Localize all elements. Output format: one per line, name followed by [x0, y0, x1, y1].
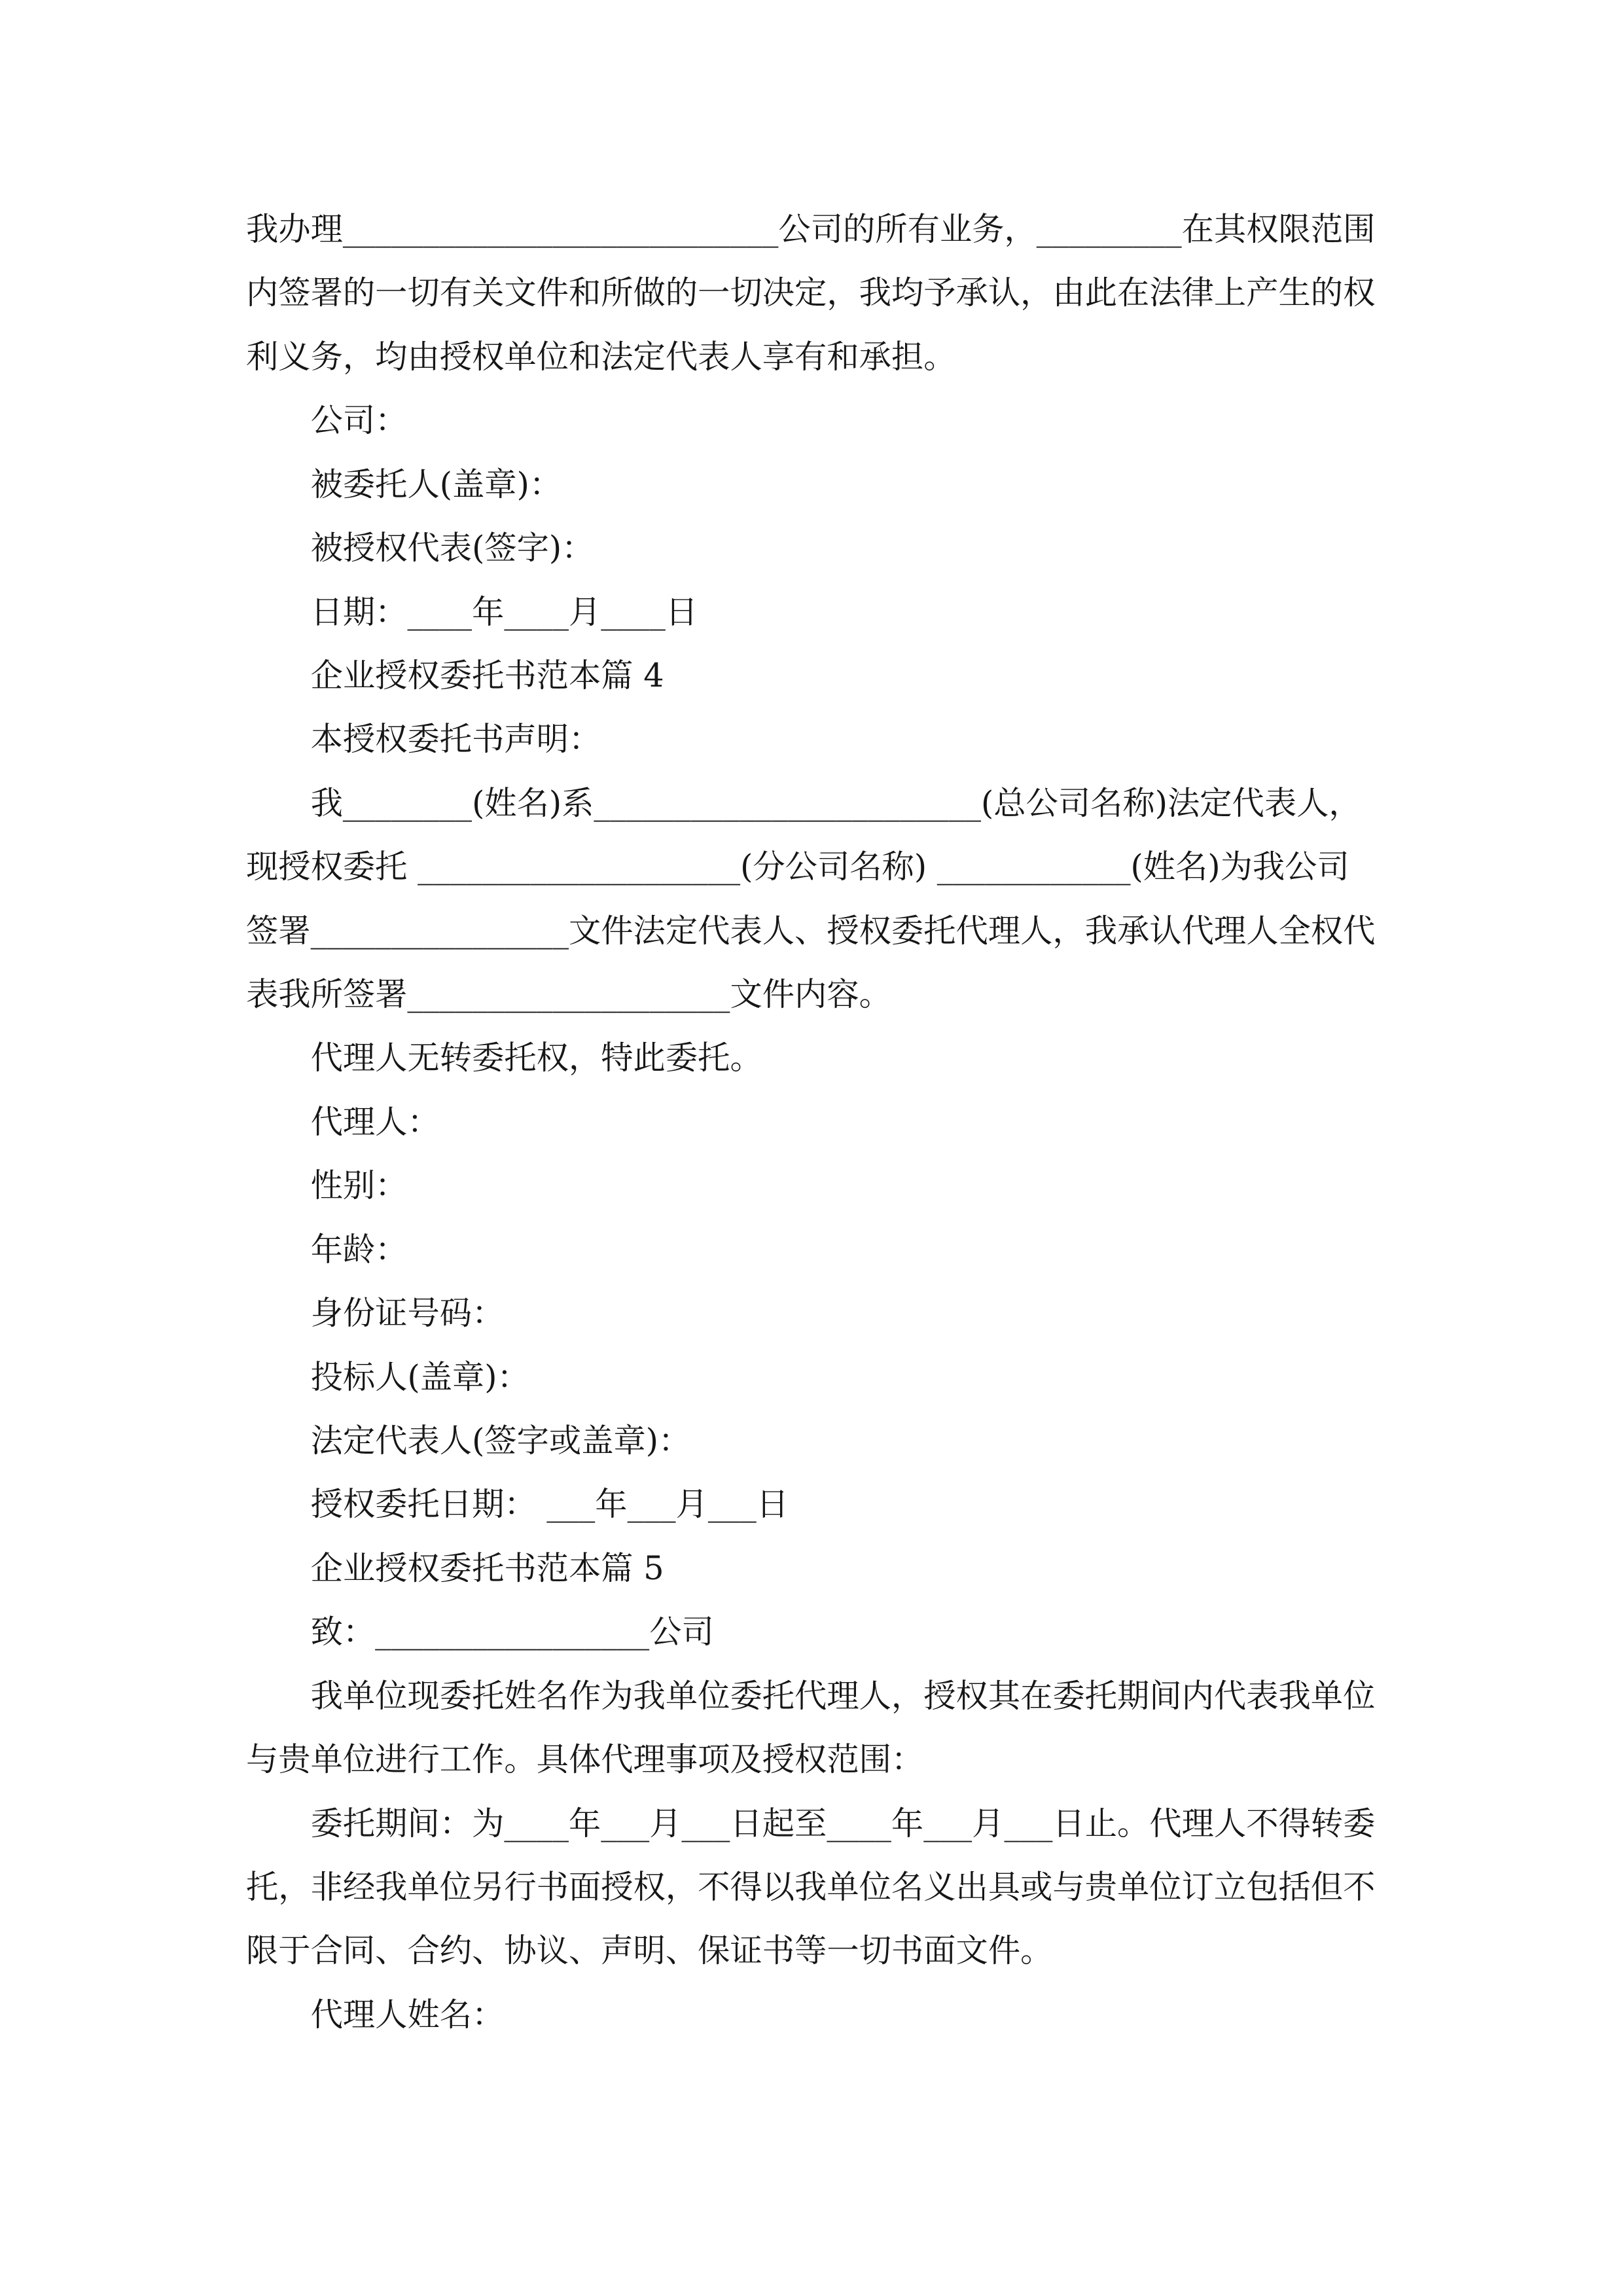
- bidder-seal-field: 投标人(盖章)：: [310, 1357, 529, 1396]
- statement-line-3: 签署________________文件法定代表人、授权委托代理人，我承认代理人全权代: [246, 911, 1376, 950]
- date-field: 日期：____年____月____日: [310, 592, 698, 631]
- document-body: [246, 198, 1376, 2047]
- gender-field: 性别：: [310, 1166, 408, 1205]
- authorization-paragraph-line-3: 利义务，均由授权单位和法定代表人享有和承担。: [246, 337, 956, 376]
- id-number-field: 身份证号码：: [310, 1294, 505, 1333]
- authorization-date-field: 授权委托日期： ___年___月___日: [310, 1485, 789, 1524]
- statement-line-1: 我________(姓名)系________________________(总公司名称)法定代表人，: [310, 783, 1361, 822]
- declaration-title: 本授权委托书声明：: [310, 720, 601, 759]
- agent-name-field: 代理人姓名：: [310, 1995, 505, 2034]
- addressee-field: 致：_________________公司: [310, 1613, 714, 1651]
- legal-representative-field: 法定代表人(签字或盖章)：: [310, 1422, 691, 1460]
- age-field: 年龄：: [310, 1230, 408, 1268]
- statement-line-2: 现授权委托 ____________________(分公司名称) ____________(姓名)为我公司: [246, 848, 1349, 886]
- entrustment-paragraph-line-1: 我单位现委托姓名作为我单位委托代理人，授权其在委托期间内代表我单位: [310, 1676, 1376, 1715]
- company-field: 公司：: [310, 401, 408, 440]
- entrustment-period-line-2: 托，非经我单位另行书面授权，不得以我单位名义出具或与贵单位订立包括但不: [246, 1867, 1376, 1906]
- section-5-heading: 企业授权委托书范本篇 5: [310, 1549, 664, 1587]
- section-4-heading: 企业授权委托书范本篇 4: [310, 656, 664, 694]
- agent-field: 代理人：: [310, 1102, 440, 1141]
- authorization-paragraph-line-1: 我办理___________________________公司的所有业务，_________在其权限范围: [246, 210, 1376, 248]
- no-subdelegation-statement: 代理人无转委托权，特此委托。: [310, 1039, 762, 1077]
- entrustment-period-line-3: 限于合同、合约、协议、声明、保证书等一切书面文件。: [246, 1931, 1053, 1970]
- authorization-paragraph-line-2: 内签署的一切有关文件和所做的一切决定，我均予承认，由此在法律上产生的权: [246, 274, 1376, 312]
- authorized-representative-signature-field: 被授权代表(签字)：: [310, 529, 594, 567]
- statement-line-4: 表我所签署____________________文件内容。: [246, 975, 891, 1014]
- entrusted-party-seal-field: 被委托人(盖章)：: [310, 465, 562, 503]
- entrustment-period-line-1: 委托期间：为____年___月___日起至____年___月___日止。代理人不得转委: [310, 1804, 1376, 1842]
- entrustment-paragraph-line-2: 与贵单位进行工作。具体代理事项及授权范围：: [246, 1740, 924, 1779]
